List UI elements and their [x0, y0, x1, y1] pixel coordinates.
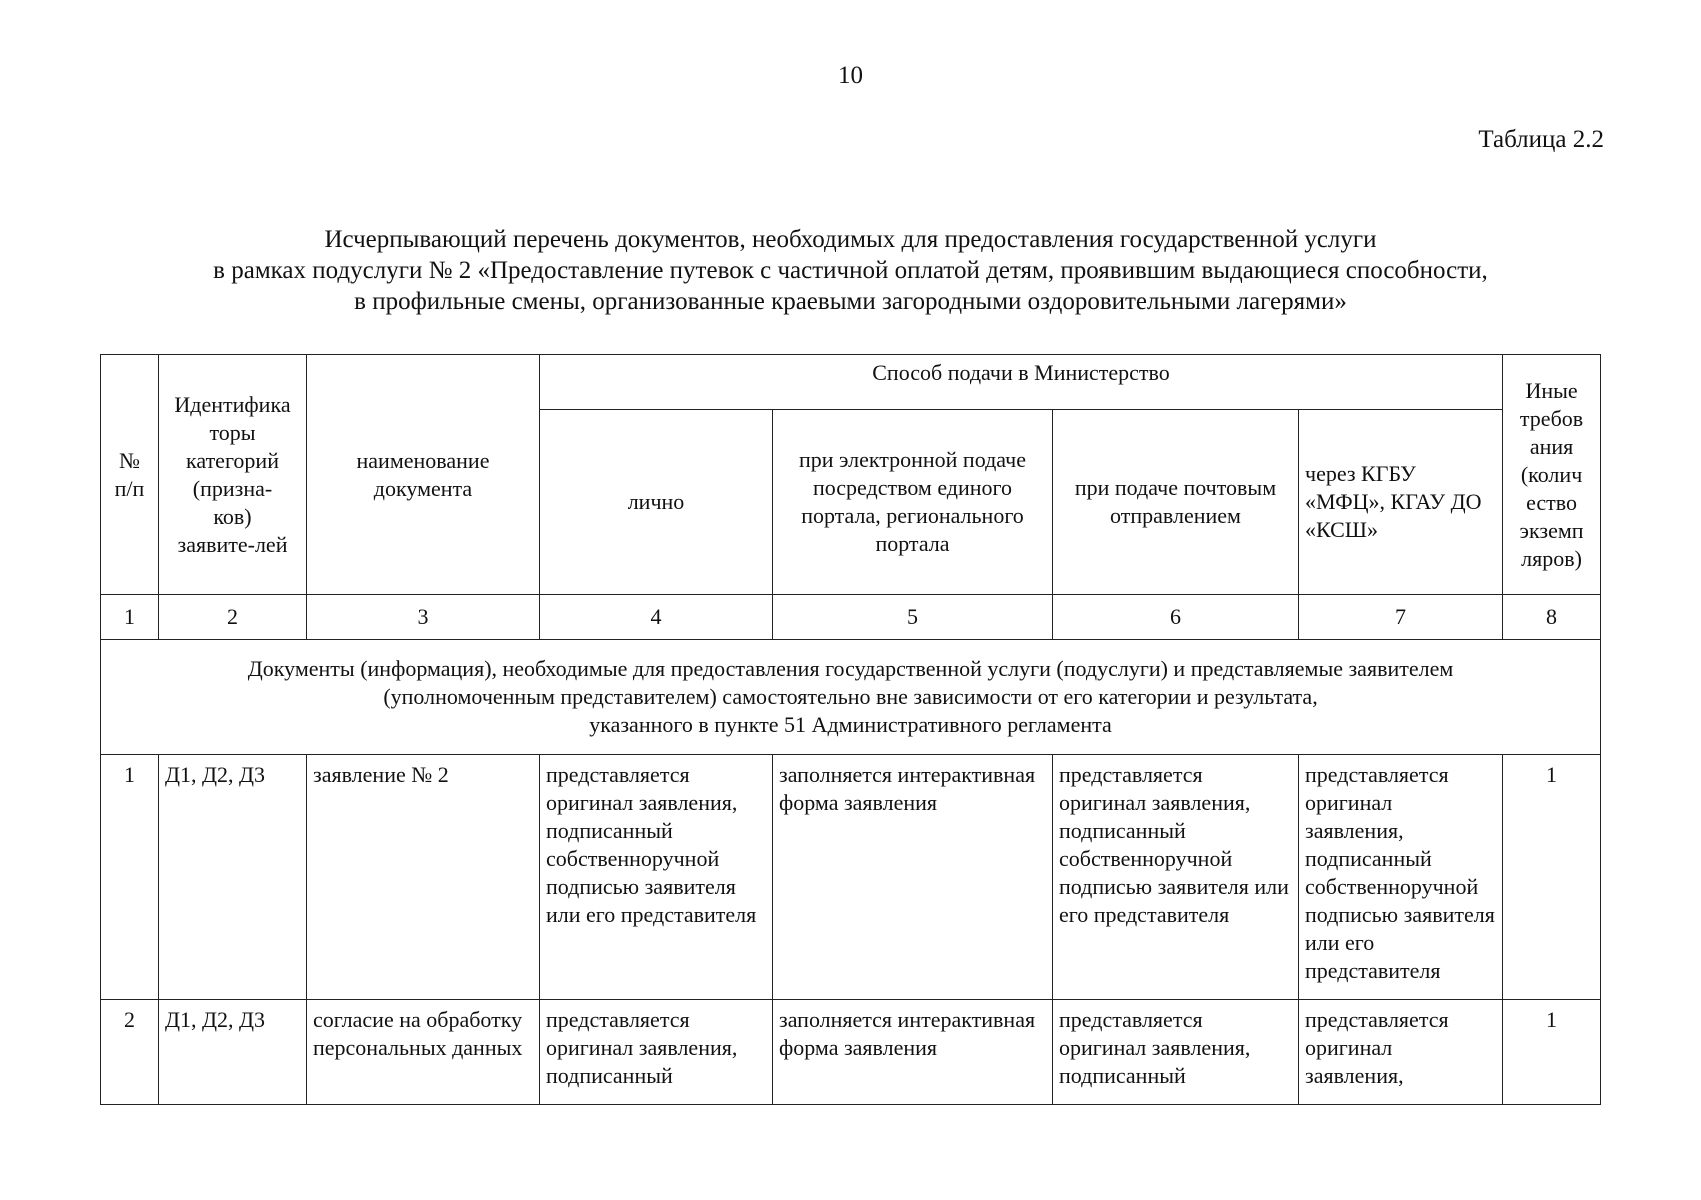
header-method-group: Способ подачи в Министерство	[540, 355, 1503, 410]
section-heading: Документы (информация), необходимые для предоставления государственной услуги (подуслуги) и представляемые заявителем (уполномоченным представителем) самостоятельно вне зависимости от его категории и результата, указанного в пункте 51 Административного регламента	[101, 640, 1601, 755]
row-electronic: заполняется интерактивная форма заявления	[773, 1000, 1053, 1105]
header-electronic: при электронной подаче посредством единого портала, регионального портала	[773, 410, 1053, 595]
header-other: Иные требов ания (колич ество экземп ляров)	[1503, 355, 1601, 595]
row-post: представляется оригинал заявления, подписанный собственноручной подписью заявителя или его представителя	[1053, 755, 1299, 1000]
row-num: 2	[101, 1000, 159, 1105]
header-doc-name: наименование документа	[307, 355, 540, 595]
document-title	[60, 224, 1641, 317]
column-number: 2	[159, 595, 307, 640]
row-num: 1	[101, 755, 159, 1000]
row-post: представляется оригинал заявления, подписанный	[1053, 1000, 1299, 1105]
row-doc-name: заявление № 2	[307, 755, 540, 1000]
row-in-person: представляется оригинал заявления, подписанный собственноручной подписью заявителя или его представителя	[540, 755, 773, 1000]
header-num: № п/п	[101, 355, 159, 595]
page-number: 10	[838, 62, 863, 89]
row-doc-name: согласие на обработку персональных данных	[307, 1000, 540, 1105]
header-post: при подаче почтовым отправлением	[1053, 410, 1299, 595]
column-number: 7	[1299, 595, 1503, 640]
table-label: Таблица 2.2	[1478, 126, 1604, 153]
row-electronic: заполняется интерактивная форма заявления	[773, 755, 1053, 1000]
row-identifiers: Д1, Д2, Д3	[159, 1000, 307, 1105]
table-row	[101, 1000, 1601, 1105]
row-mfc: представляется оригинал заявления, подписанный собственноручной подписью заявителя или его представителя	[1299, 755, 1503, 1000]
title-line-1: Исчерпывающий перечень документов, необходимых для предоставления государственной услуги	[324, 226, 1377, 253]
column-number: 6	[1053, 595, 1299, 640]
row-other: 1	[1503, 1000, 1601, 1105]
column-number: 3	[307, 595, 540, 640]
row-mfc: представляется оригинал заявления,	[1299, 1000, 1503, 1105]
documents-table	[100, 354, 1601, 1105]
header-in-person: лично	[540, 410, 773, 595]
header-mfc: через КГБУ «МФЦ», КГАУ ДО «КСШ»	[1299, 410, 1503, 595]
column-number: 4	[540, 595, 773, 640]
row-in-person: представляется оригинал заявления, подписанный	[540, 1000, 773, 1105]
column-number: 8	[1503, 595, 1601, 640]
column-number: 5	[773, 595, 1053, 640]
row-identifiers: Д1, Д2, Д3	[159, 755, 307, 1000]
title-line-3: в профильные смены, организованные краевыми загородными оздоровительными лагерями»	[354, 288, 1347, 315]
column-number: 1	[101, 595, 159, 640]
table-row	[101, 755, 1601, 1000]
row-other: 1	[1503, 755, 1601, 1000]
header-identifiers: Идентифика торы категорий (призна- ков) заявите-лей	[159, 355, 307, 595]
title-line-2: в рамках подуслуги № 2 «Предоставление путевок с частичной оплатой детям, проявившим выдающиеся способности,	[213, 257, 1488, 284]
